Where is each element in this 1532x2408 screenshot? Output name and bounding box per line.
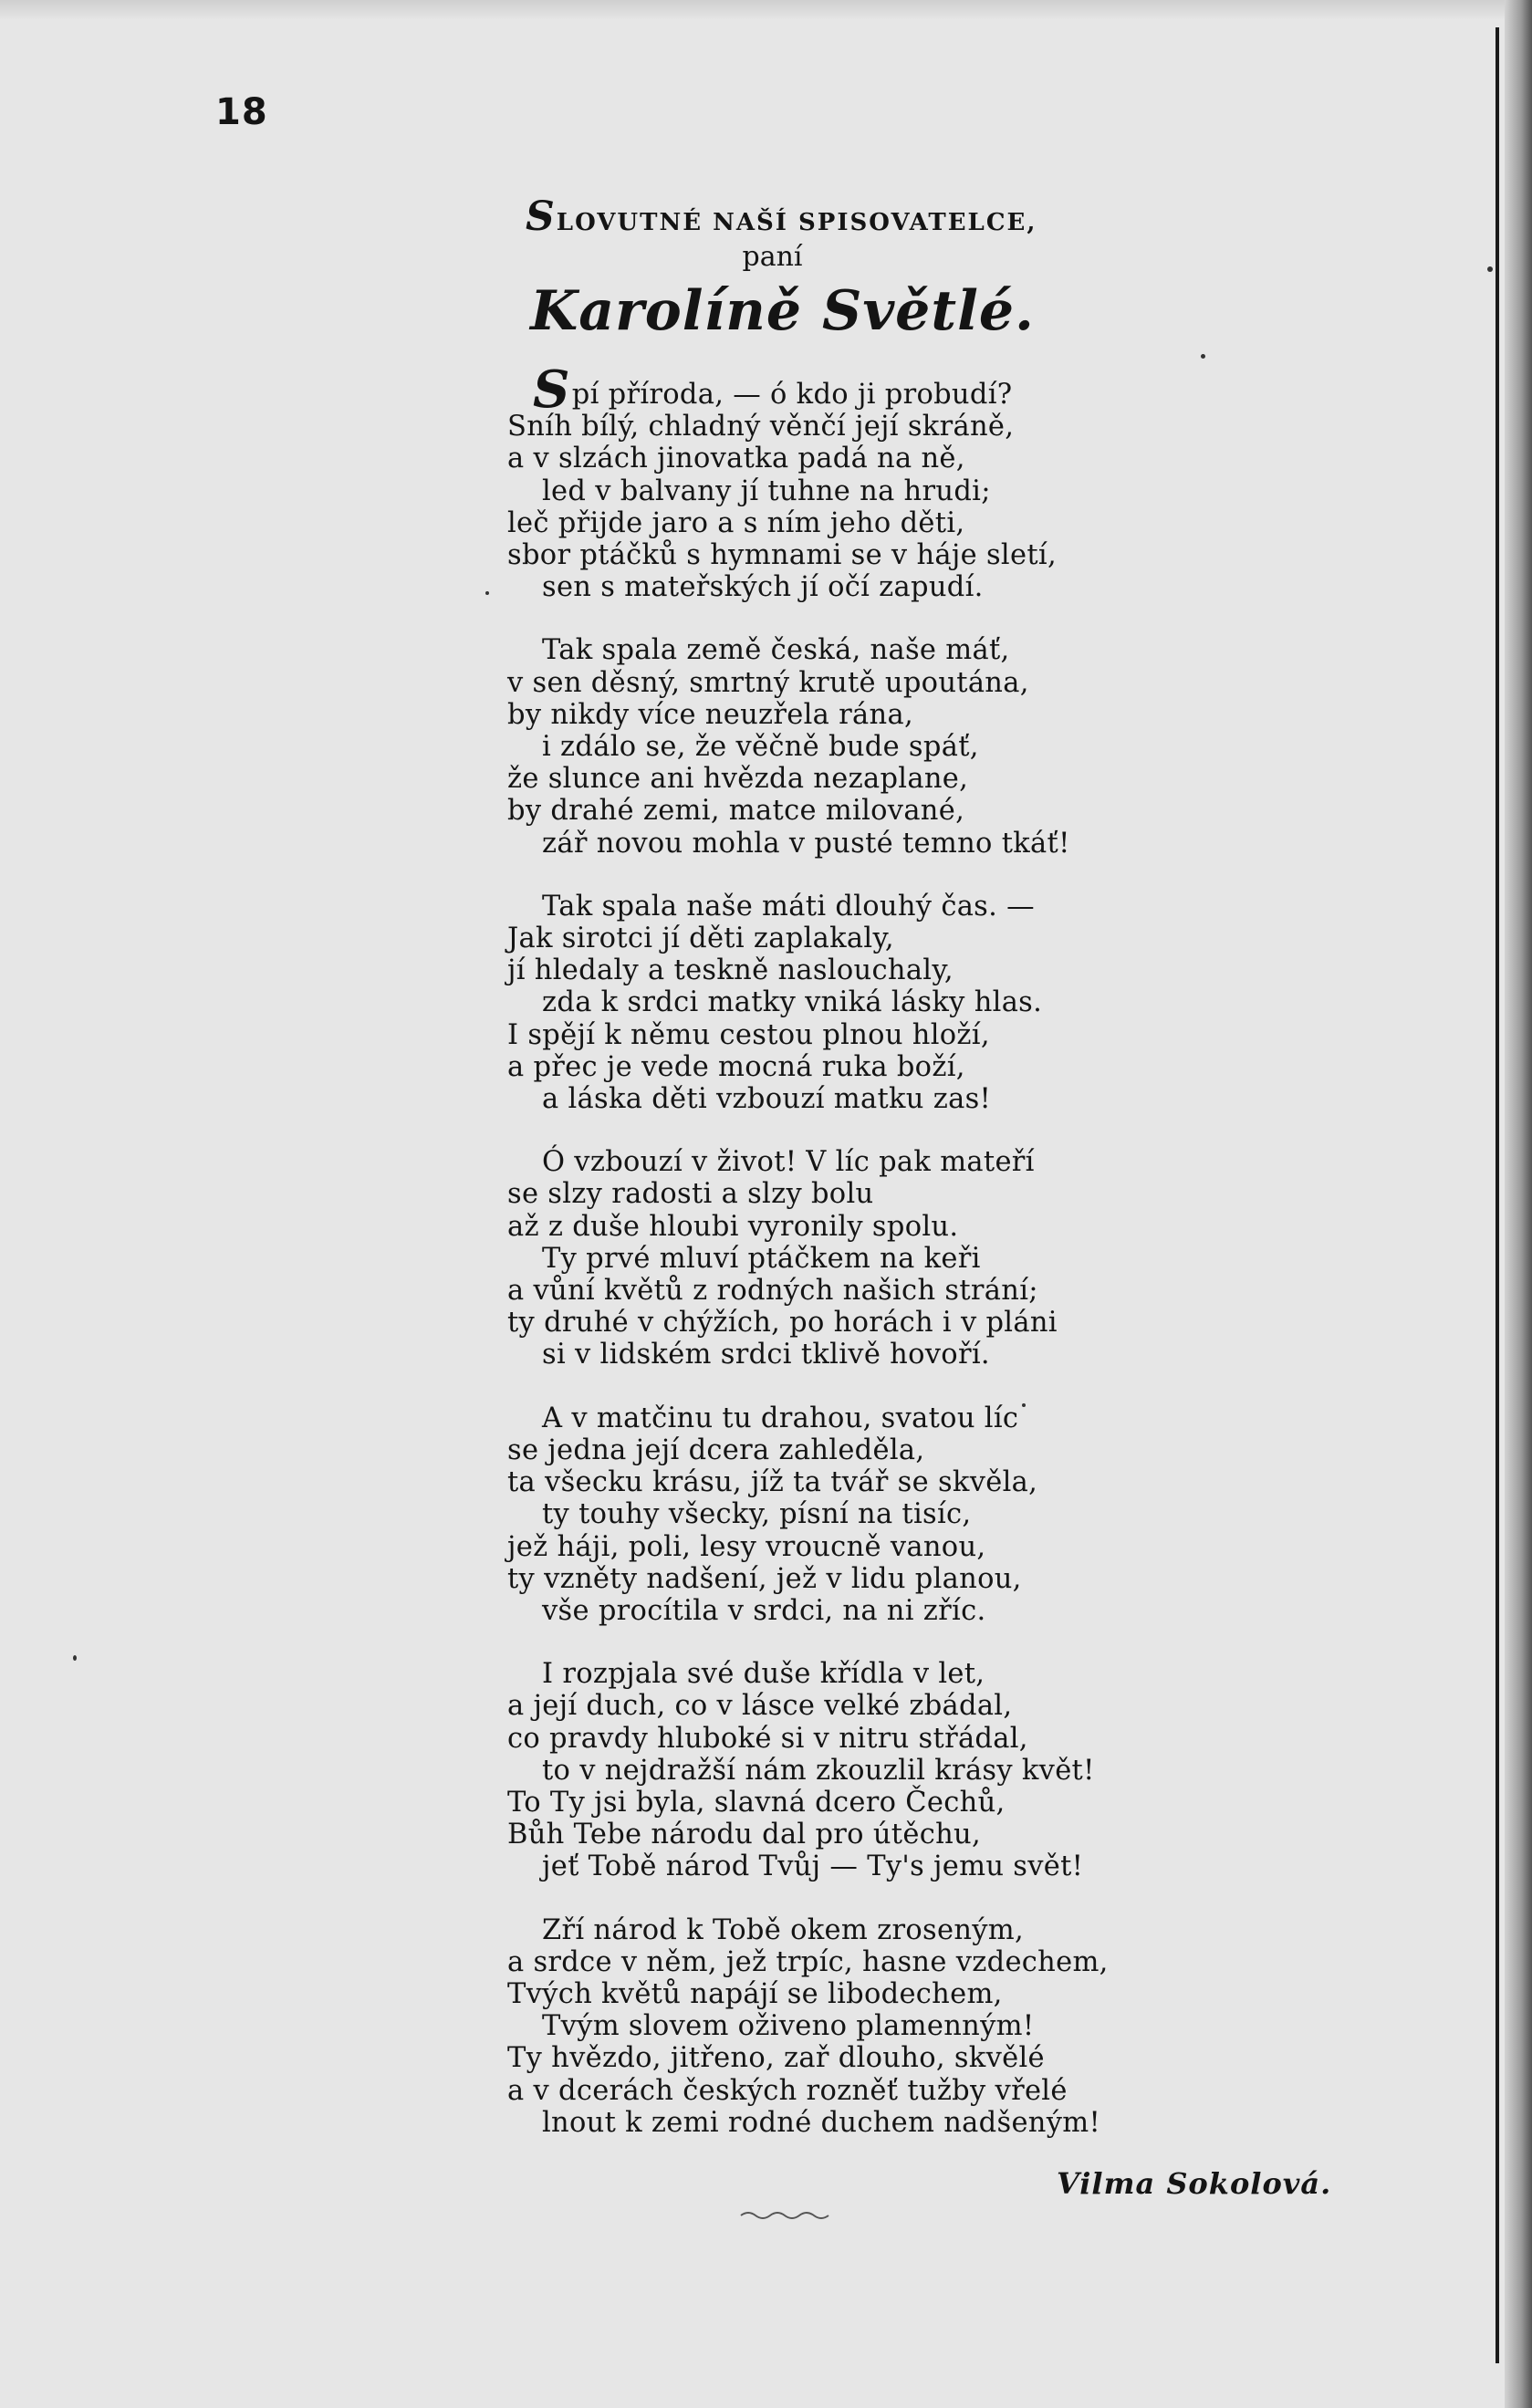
poem-line-text: a v dcerách českých rozněť tužby vřelé (507, 2074, 1068, 2107)
ornament-squiggle (739, 2208, 839, 2221)
poem-line-text: jež háji, poli, lesy vroucně vanou, (507, 1530, 986, 1563)
poem-line (507, 1402, 1219, 1434)
poem-line (507, 2042, 1219, 2074)
poem-line-text: by nikdy více neuzřela rána, (507, 698, 913, 731)
poem-line-text: až z duše hloubi vyronily spolu. (507, 1210, 959, 1243)
poem-line-text: Jak sirotci jí děti zaplakaly, (507, 923, 894, 955)
poem-line-text: ty vzněty nadšení, jež v lidu planou, (507, 1562, 1022, 1595)
poem-line (507, 1307, 1219, 1339)
poem-line-text: Zří národ k Tobě okem zroseným, (542, 1913, 1025, 1946)
stanza (507, 1914, 1219, 2139)
poem-line-text: leč přijde jaro a s ním jeho děti, (507, 506, 965, 539)
poem-line-text: se slzy radosti a slzy bolu (507, 1178, 874, 1211)
poem-line (507, 1211, 1219, 1243)
poem-line-text: a vůní květů z rodných našich strání; (507, 1275, 1038, 1308)
poem-line-text: a přec je vede mocná ruka boží, (507, 1050, 965, 1083)
poem-line (507, 699, 1219, 731)
poem-line-text: Ty prvé mluví ptáčkem na keři (542, 1242, 981, 1275)
stanza (507, 360, 1219, 604)
poem-line (507, 1339, 1219, 1371)
stanza (507, 891, 1219, 1115)
poem-line (507, 1914, 1219, 1946)
poem-line-text: Ty hvězdo, jitřeno, zař dlouho, skvělé (507, 2042, 1045, 2075)
poem-line-text: vše procítila v srdci, na ni zříc. (542, 1594, 986, 1627)
poem-line (507, 539, 1219, 571)
poem-line (507, 1498, 1219, 1530)
poem-line (507, 986, 1219, 1018)
poem-line-text: že slunce ani hvězda nezaplane, (507, 763, 969, 796)
poem-line-text: Sníh bílý, chladný věnčí její skráně, (507, 411, 1015, 443)
poem-line-text: Tvým slovem oživeno plamenným! (542, 2010, 1035, 2043)
poem-line-text: i zdálo se, že věčně bude spáť, (542, 731, 979, 764)
poem-line (507, 1466, 1219, 1498)
drop-cap: S (533, 360, 570, 420)
poem-line (507, 828, 1219, 860)
poem-line-text: lnout k zemi rodné duchem nadšeným! (542, 2106, 1101, 2139)
poem-line-text: I spějí k němu cestou plnou hloží, (507, 1018, 990, 1051)
poem-line-text: sen s mateřských jí očí zapudí. (542, 571, 984, 604)
poem-line (507, 1243, 1219, 1275)
poem-line-text: Bůh Tebe národu dal pro útěchu, (507, 1819, 981, 1851)
poem-line (507, 1434, 1219, 1466)
dedication-initial: S (526, 193, 557, 240)
poem-line (507, 1146, 1219, 1178)
poem-line (507, 2075, 1219, 2107)
poem-line-text: a srdce v něm, jež trpíc, hasne vzdechem, (507, 1945, 1109, 1978)
poem-line-text: I rozpjala své duše křídla v let, (542, 1658, 985, 1691)
poem-line-text: a v slzách jinovatka padá na ně, (507, 443, 965, 475)
poem-line-text: Tak spala země česká, naše máť, (542, 634, 1010, 667)
poem-line (507, 1083, 1219, 1115)
stanza (507, 634, 1219, 859)
poem-line-text: to v nejdražší nám zkouzlil krásy květ! (542, 1754, 1095, 1787)
author-signature: Vilma Sokolová. (1057, 2166, 1332, 2201)
poem-line-text: co pravdy hluboké si v nitru střádal, (507, 1722, 1028, 1755)
poem-line (507, 891, 1219, 923)
poem-line (507, 1978, 1219, 2010)
poem-line (507, 571, 1219, 603)
poem-line (507, 923, 1219, 954)
poem-line-text: ty druhé v chýžích, po horách i v pláni (507, 1307, 1058, 1340)
dedication-text: LOVUTNÉ NAŠÍ SPISOVATELCE, (556, 209, 1037, 236)
poem-line-text: a láska děti vzbouzí matku zas! (542, 1083, 992, 1116)
poem-line (507, 1275, 1219, 1307)
poem-line (507, 795, 1219, 827)
poem-line (507, 667, 1219, 699)
poem-line (507, 954, 1219, 986)
poem-line-text: Tvých květů napájí se libodechem, (507, 1977, 1003, 2010)
poem-line (507, 1946, 1219, 1978)
poem-line (507, 1850, 1219, 1882)
poem-line-text: To Ty jsi byla, slavná dcero Čechů, (507, 1786, 1006, 1819)
poem-line-text: ty touhy všecky, písní na tisíc, (542, 1498, 972, 1531)
page-number: 18 (215, 91, 268, 133)
poem-line (507, 1690, 1219, 1722)
honorific: paní (742, 241, 803, 273)
poem-line (507, 507, 1219, 539)
poem-line (507, 2010, 1219, 2042)
poem-line-text: led v balvany jí tuhne na hrudi; (542, 474, 991, 507)
poem-line (507, 731, 1219, 763)
poem-line-text: jí hledaly a teskně naslouchaly, (507, 954, 954, 987)
poem-line (507, 1531, 1219, 1563)
poem-line (507, 1819, 1219, 1850)
poem-line (507, 443, 1219, 474)
poem-line (507, 360, 1219, 420)
stanza (507, 1658, 1219, 1882)
poem-line-text: zda k srdci matky vniká lásky hlas. (542, 986, 1043, 1019)
stanza (507, 1402, 1219, 1627)
poem-line (507, 1787, 1219, 1819)
poem-line (507, 2107, 1219, 2139)
poem-body (507, 360, 1219, 2139)
poem-line-text: si v lidském srdci tklivě hovoří. (542, 1339, 990, 1371)
poem-line (507, 1595, 1219, 1627)
poem-line-text: by drahé zemi, matce milované, (507, 795, 965, 828)
poem-line (507, 763, 1219, 795)
page-top-edge (0, 0, 1532, 20)
poem-line-text: Tak spala naše máti dlouhý čas. — (542, 890, 1035, 923)
poem-line-text: ta všecku krásu, jíž ta tvář se skvěla, (507, 1466, 1038, 1499)
poem-title: Karolíně Světlé. (530, 279, 1035, 343)
poem-line (507, 411, 1219, 443)
poem-line (507, 1178, 1219, 1210)
binding-line (1496, 27, 1499, 2363)
poem-line (507, 1723, 1219, 1755)
stanza (507, 1146, 1219, 1371)
poem-line-text: zář novou mohla v pusté temno tkáť! (542, 827, 1070, 860)
poem-line-text: Ó vzbouzí v život! V líc pak mateří (542, 1146, 1035, 1179)
page-right-edge (1505, 0, 1532, 2408)
poem-line-text: a její duch, co v lásce velké zbádal, (507, 1690, 1013, 1723)
poem-line (507, 634, 1219, 666)
poem-line-text: A v matčinu tu drahou, svatou líc (542, 1402, 1019, 1434)
poem-line (507, 1658, 1219, 1690)
dedication-line (526, 193, 1037, 240)
poem-line (507, 475, 1219, 507)
poem-line-text: pí příroda, — ó kdo ji probudí? (571, 379, 1013, 411)
poem-line (507, 1019, 1219, 1051)
poem-line-text: sbor ptáčků s hymnami se v háje sletí, (507, 539, 1057, 572)
poem-line-text: v sen děsný, smrtný krutě upoutána, (507, 666, 1029, 699)
poem-line (507, 1563, 1219, 1595)
poem-line (507, 1755, 1219, 1787)
poem-line-text: jeť Tobě národ Tvůj — Ty's jemu svět! (542, 1850, 1084, 1883)
poem-line-text: se jedna její dcera zahleděla, (507, 1433, 925, 1466)
poem-line (507, 1051, 1219, 1083)
